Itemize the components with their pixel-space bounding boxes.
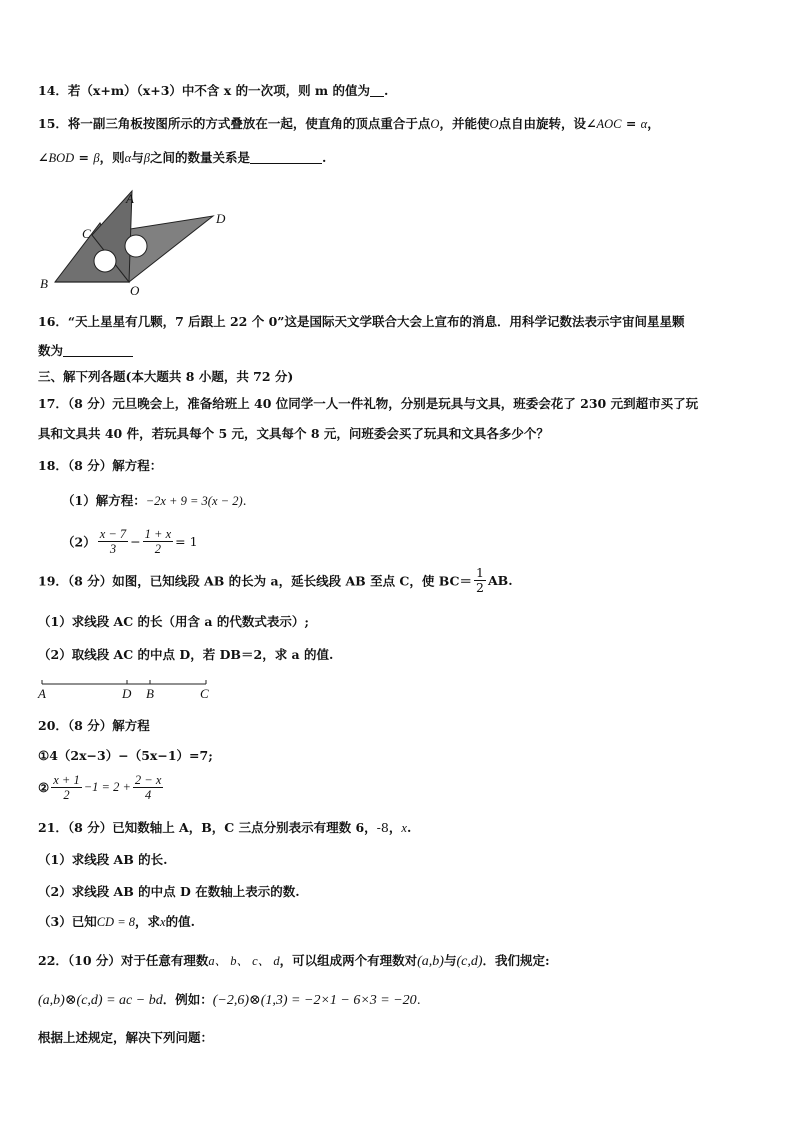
question-20-part1: ①4（2x−3）−（5x−1）=7; xyxy=(38,748,213,763)
question-22-line3: 根据上述规定，解决下列问题： xyxy=(38,1030,214,1045)
label-c: C xyxy=(200,686,209,701)
question-19-part1: （1）求线段 AC 的长（用含 a 的代数式表示）; xyxy=(38,614,309,629)
q16-blank xyxy=(63,344,133,357)
hole-left xyxy=(94,250,116,272)
question-14: 14．若（x+m）（x+3）中不含 x 的一次项，则 m 的值为 . xyxy=(38,83,389,98)
label-c: C xyxy=(82,226,91,241)
question-18-part1: （1）解方程：−2x + 9 = 3(x − 2). xyxy=(62,493,247,508)
question-21-part2: （2）求线段 AB 的中点 D 在数轴上表示的数. xyxy=(38,884,300,899)
label-b: B xyxy=(40,276,48,291)
question-19-heading: 19．（8 分）如图，已知线段 AB 的长为 a，延长线段 AB 至点 C，使 BC＝ $\frac{1}{2}$ AB. xyxy=(38,565,513,595)
question-21-part3: （3）已知CD = 8，求x的值. xyxy=(38,914,195,929)
question-16-line1: 16．“天上星星有几颗，7 后跟上 22 个 0”这是国际天文学联合大会上宣布的消息．用科学记数法表示宇宙间星星颗 xyxy=(38,314,685,329)
question-21-part1: （1）求线段 AB 的长. xyxy=(38,852,168,867)
question-22-line2: (a,b)⊗(c,d) = ac − bd．例如：(−2,6)⊗(1,3) = −2×1 − 6×3 = −20. xyxy=(38,992,421,1008)
label-d: D xyxy=(122,686,132,701)
question-18-part2: （2） $\frac{x - 7}{3}$ − $\frac{1 + x}{2}$ = 1 xyxy=(62,527,198,556)
question-20-heading: 20．（8 分）解方程 xyxy=(38,718,150,733)
label-b: B xyxy=(146,686,154,701)
question-16-line2: 数为 xyxy=(38,343,133,359)
question-18-heading: 18．（8 分）解方程： xyxy=(38,458,163,473)
segment-figure xyxy=(34,676,224,702)
q15-blank xyxy=(250,151,322,164)
label-d: D xyxy=(216,211,226,226)
question-15-line1: 15．将一副三角板按图所示的方式叠放在一起，使直角的顶点重合于点O，并能使O点自由旋转，设∠AOC = α， xyxy=(38,116,660,131)
label-a: A xyxy=(38,686,46,701)
hole-right xyxy=(125,235,147,257)
triangle-figure xyxy=(30,185,240,300)
q14-blank xyxy=(370,84,384,97)
question-19-part2: （2）取线段 AC 的中点 D，若 DB＝2，求 a 的值. xyxy=(38,647,334,662)
question-15-line2: ∠BOD = β，则α与β之间的数量关系是 . xyxy=(38,150,327,165)
section-3-heading: 三、解下列各题(本大题共 8 小题，共 72 分) xyxy=(38,369,294,384)
question-22-line1: 22．（10 分）对于任意有理数a、 b、 c、 d，可以组成两个有理数对(a,b)与(c,d)．我们规定: xyxy=(38,953,550,969)
label-a: A xyxy=(126,191,134,206)
question-17-line2: 具和文具共 40 件，若玩具每个 5 元，文具每个 8 元，问班委会买了玩具和文具各多少个？ xyxy=(38,426,549,441)
question-21-heading: 21．（8 分）已知数轴上 A，B，C 三点分别表示有理数 6，-8，x. xyxy=(38,820,412,835)
question-17-line1: 17．（8 分）元旦晚会上，准备给班上 40 位同学一人一件礼物，分别是玩具与文具，班委会花了 230 元到超市买了玩 xyxy=(38,396,699,411)
question-20-part2: ② $\frac{x + 1}{2}$ −1 = 2 + $\frac{2 - x}{4}$ xyxy=(38,773,162,802)
q14-text: 14．若（x+m）（x+3）中不含 x 的一次项，则 m 的值为 xyxy=(38,83,371,98)
label-o: O xyxy=(130,283,140,298)
